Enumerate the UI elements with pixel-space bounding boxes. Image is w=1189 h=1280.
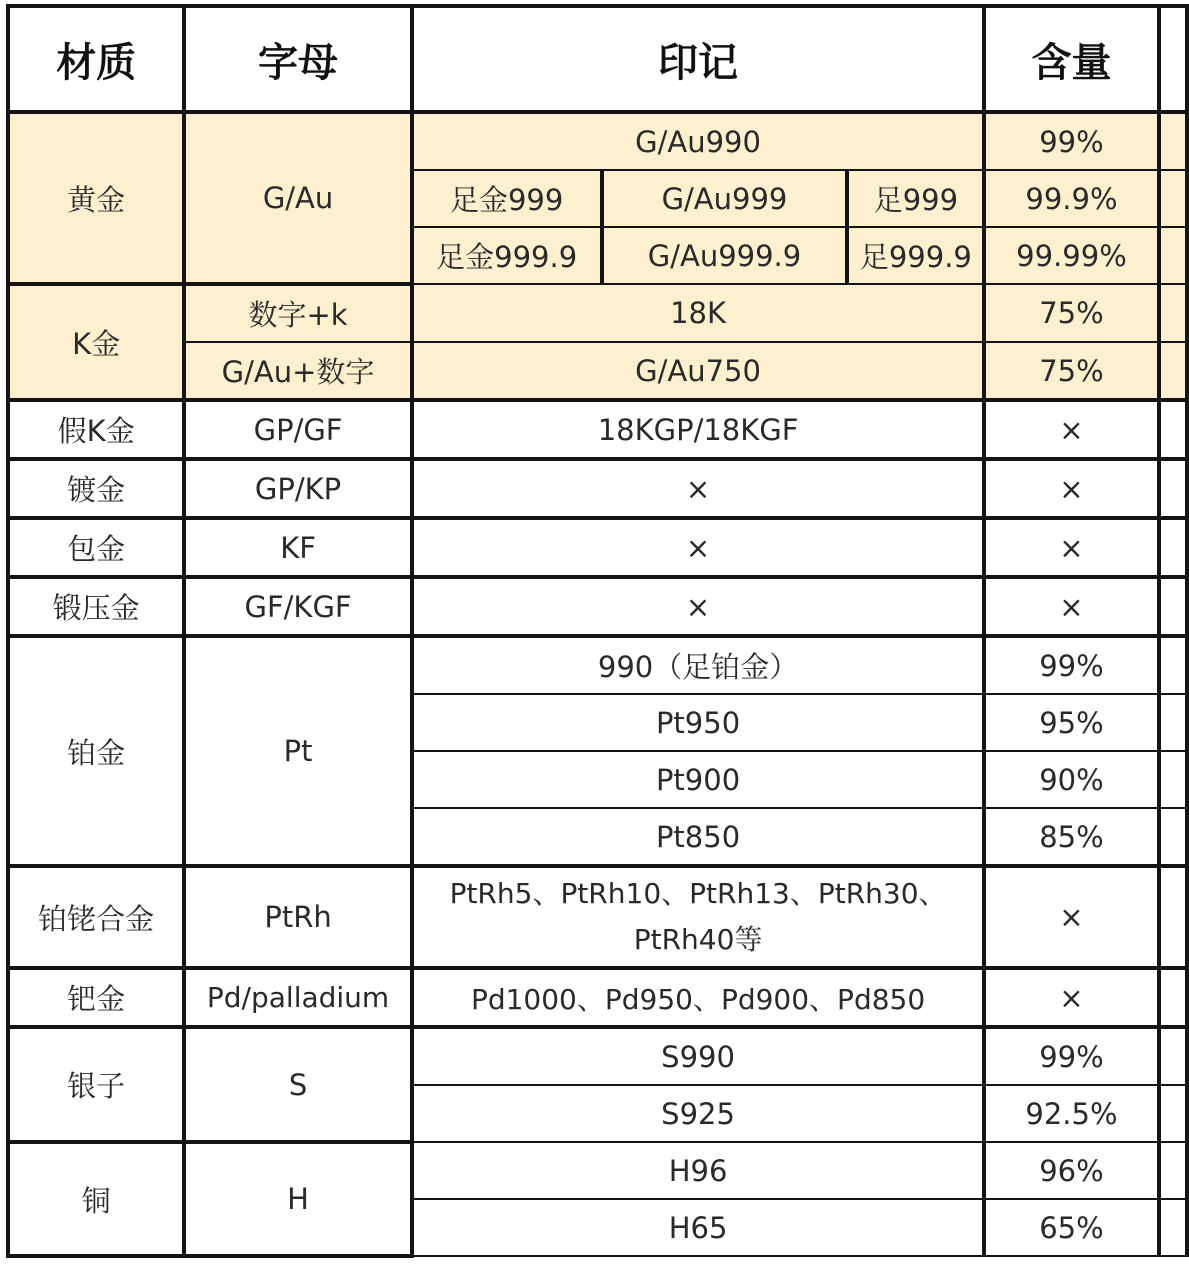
cell-material-plated: 镀金 [8,459,184,518]
cell-mark-fake-k: 18KGP/18KGF [412,400,985,459]
cell-mark-forged: × [412,577,985,636]
cell-material-wrapped: 包金 [8,518,184,577]
cell-mark-kgold-2: G/Au750 [412,342,985,400]
header-row [8,6,1187,112]
cell-content-copper-2: 65% [984,1199,1158,1256]
cell-letters-fake-k: GP/GF [184,400,411,459]
edge-cell [1159,577,1187,636]
edge-cell [1159,400,1187,459]
cell-material-copper: 铜 [8,1142,184,1256]
cell-mark-gold-990: G/Au990 [412,112,985,170]
cell-mark-gold-999-c: 足999 [847,170,984,227]
edge-cell [1159,459,1187,518]
cell-mark-gold-9999-c: 足999.9 [847,227,984,284]
table-row [8,636,1187,694]
edge-cell [1159,636,1187,694]
table-row [8,1142,1187,1199]
cell-mark-platinum-3: Pt900 [412,751,985,808]
table-row [8,518,1187,577]
cell-content-kgold-2: 75% [984,342,1158,400]
header-letters: 字母 [184,6,411,112]
cell-mark-kgold-1: 18K [412,284,985,342]
cell-content-silver-2: 92.5% [984,1085,1158,1142]
table-row [8,342,1187,400]
table-row [8,577,1187,636]
cell-mark-silver-1: S990 [412,1027,985,1085]
table-row [8,968,1187,1027]
cell-material-silver: 银子 [8,1027,184,1142]
cell-letters-forged: GF/KGF [184,577,411,636]
cell-content-ptrh: × [984,866,1158,968]
edge-cell [1159,866,1187,968]
edge-cell [1159,1027,1187,1085]
edge-cell [1159,1142,1187,1199]
cell-content-gold-9999: 99.99% [984,227,1158,284]
cell-mark-wrapped: × [412,518,985,577]
cell-letters-silver: S [184,1027,411,1142]
header-content: 含量 [984,6,1158,112]
cell-material-gold: 黄金 [8,112,184,284]
cell-content-kgold-1: 75% [984,284,1158,342]
cell-mark-copper-1: H96 [412,1142,985,1199]
table-row [8,1027,1187,1085]
cell-content-silver-1: 99% [984,1027,1158,1085]
cell-content-fake-k: × [984,400,1158,459]
mark-ptrh-line-2: PtRh40等 [633,923,763,956]
edge-cell [1159,227,1187,284]
cell-content-forged: × [984,577,1158,636]
edge-cell [1159,518,1187,577]
cell-letters-kgold-2: G/Au+数字 [184,342,411,400]
edge-cell [1159,808,1187,866]
mark-ptrh-line-1: PtRh5、PtRh10、PtRh13、PtRh30、 [449,877,947,910]
table-row [8,284,1187,342]
cell-material-kgold: K金 [8,284,184,400]
cell-material-platinum: 铂金 [8,636,184,866]
cell-mark-gold-9999-b: G/Au999.9 [602,227,848,284]
cell-material-fake-k: 假K金 [8,400,184,459]
cell-material-palladium: 钯金 [8,968,184,1027]
cell-mark-silver-2: S925 [412,1085,985,1142]
cell-content-platinum-4: 85% [984,808,1158,866]
edge-cell [1159,694,1187,751]
edge-cell [1159,1199,1187,1256]
cell-letters-gold: G/Au [184,112,411,284]
cell-mark-platinum-2: Pt950 [412,694,985,751]
cell-letters-plated: GP/KP [184,459,411,518]
edge-cell [1159,6,1187,112]
cell-content-gold-990: 99% [984,112,1158,170]
cell-mark-platinum-1: 990（足铂金） [412,636,985,694]
header-material: 材质 [8,6,184,112]
cell-mark-ptrh [412,866,985,968]
cell-letters-ptrh: PtRh [184,866,411,968]
cell-letters-wrapped: KF [184,518,411,577]
edge-cell [1159,751,1187,808]
table-row [8,400,1187,459]
table-row [8,459,1187,518]
cell-mark-gold-9999-a: 足金999.9 [412,227,602,284]
cell-content-palladium: × [984,968,1158,1027]
cell-letters-kgold-1: 数字+k [184,284,411,342]
cell-mark-plated: × [412,459,985,518]
cell-content-gold-999: 99.9% [984,170,1158,227]
cell-content-wrapped: × [984,518,1158,577]
table-row [8,112,1187,170]
cell-mark-palladium: Pd1000、Pd950、Pd900、Pd850 [412,968,985,1027]
cell-material-ptrh: 铂铑合金 [8,866,184,968]
cell-mark-gold-999-a: 足金999 [412,170,602,227]
edge-cell [1159,342,1187,400]
cell-content-platinum-1: 99% [984,636,1158,694]
marking-table [6,4,1189,1258]
header-marking: 印记 [412,6,985,112]
cell-material-forged: 锻压金 [8,577,184,636]
cell-letters-palladium: Pd/palladium [184,968,411,1027]
edge-cell [1159,1085,1187,1142]
cell-letters-copper: H [184,1142,411,1256]
cell-content-platinum-2: 95% [984,694,1158,751]
cell-content-copper-1: 96% [984,1142,1158,1199]
cell-mark-copper-2: H65 [412,1199,985,1256]
cell-mark-gold-999-b: G/Au999 [602,170,848,227]
precious-metal-marking-sheet [6,4,1189,1258]
cell-mark-platinum-4: Pt850 [412,808,985,866]
edge-cell [1159,112,1187,170]
edge-cell [1159,284,1187,342]
cell-content-plated: × [984,459,1158,518]
edge-cell [1159,170,1187,227]
cell-content-platinum-3: 90% [984,751,1158,808]
table-row [8,866,1187,968]
edge-cell [1159,968,1187,1027]
cell-letters-platinum: Pt [184,636,411,866]
